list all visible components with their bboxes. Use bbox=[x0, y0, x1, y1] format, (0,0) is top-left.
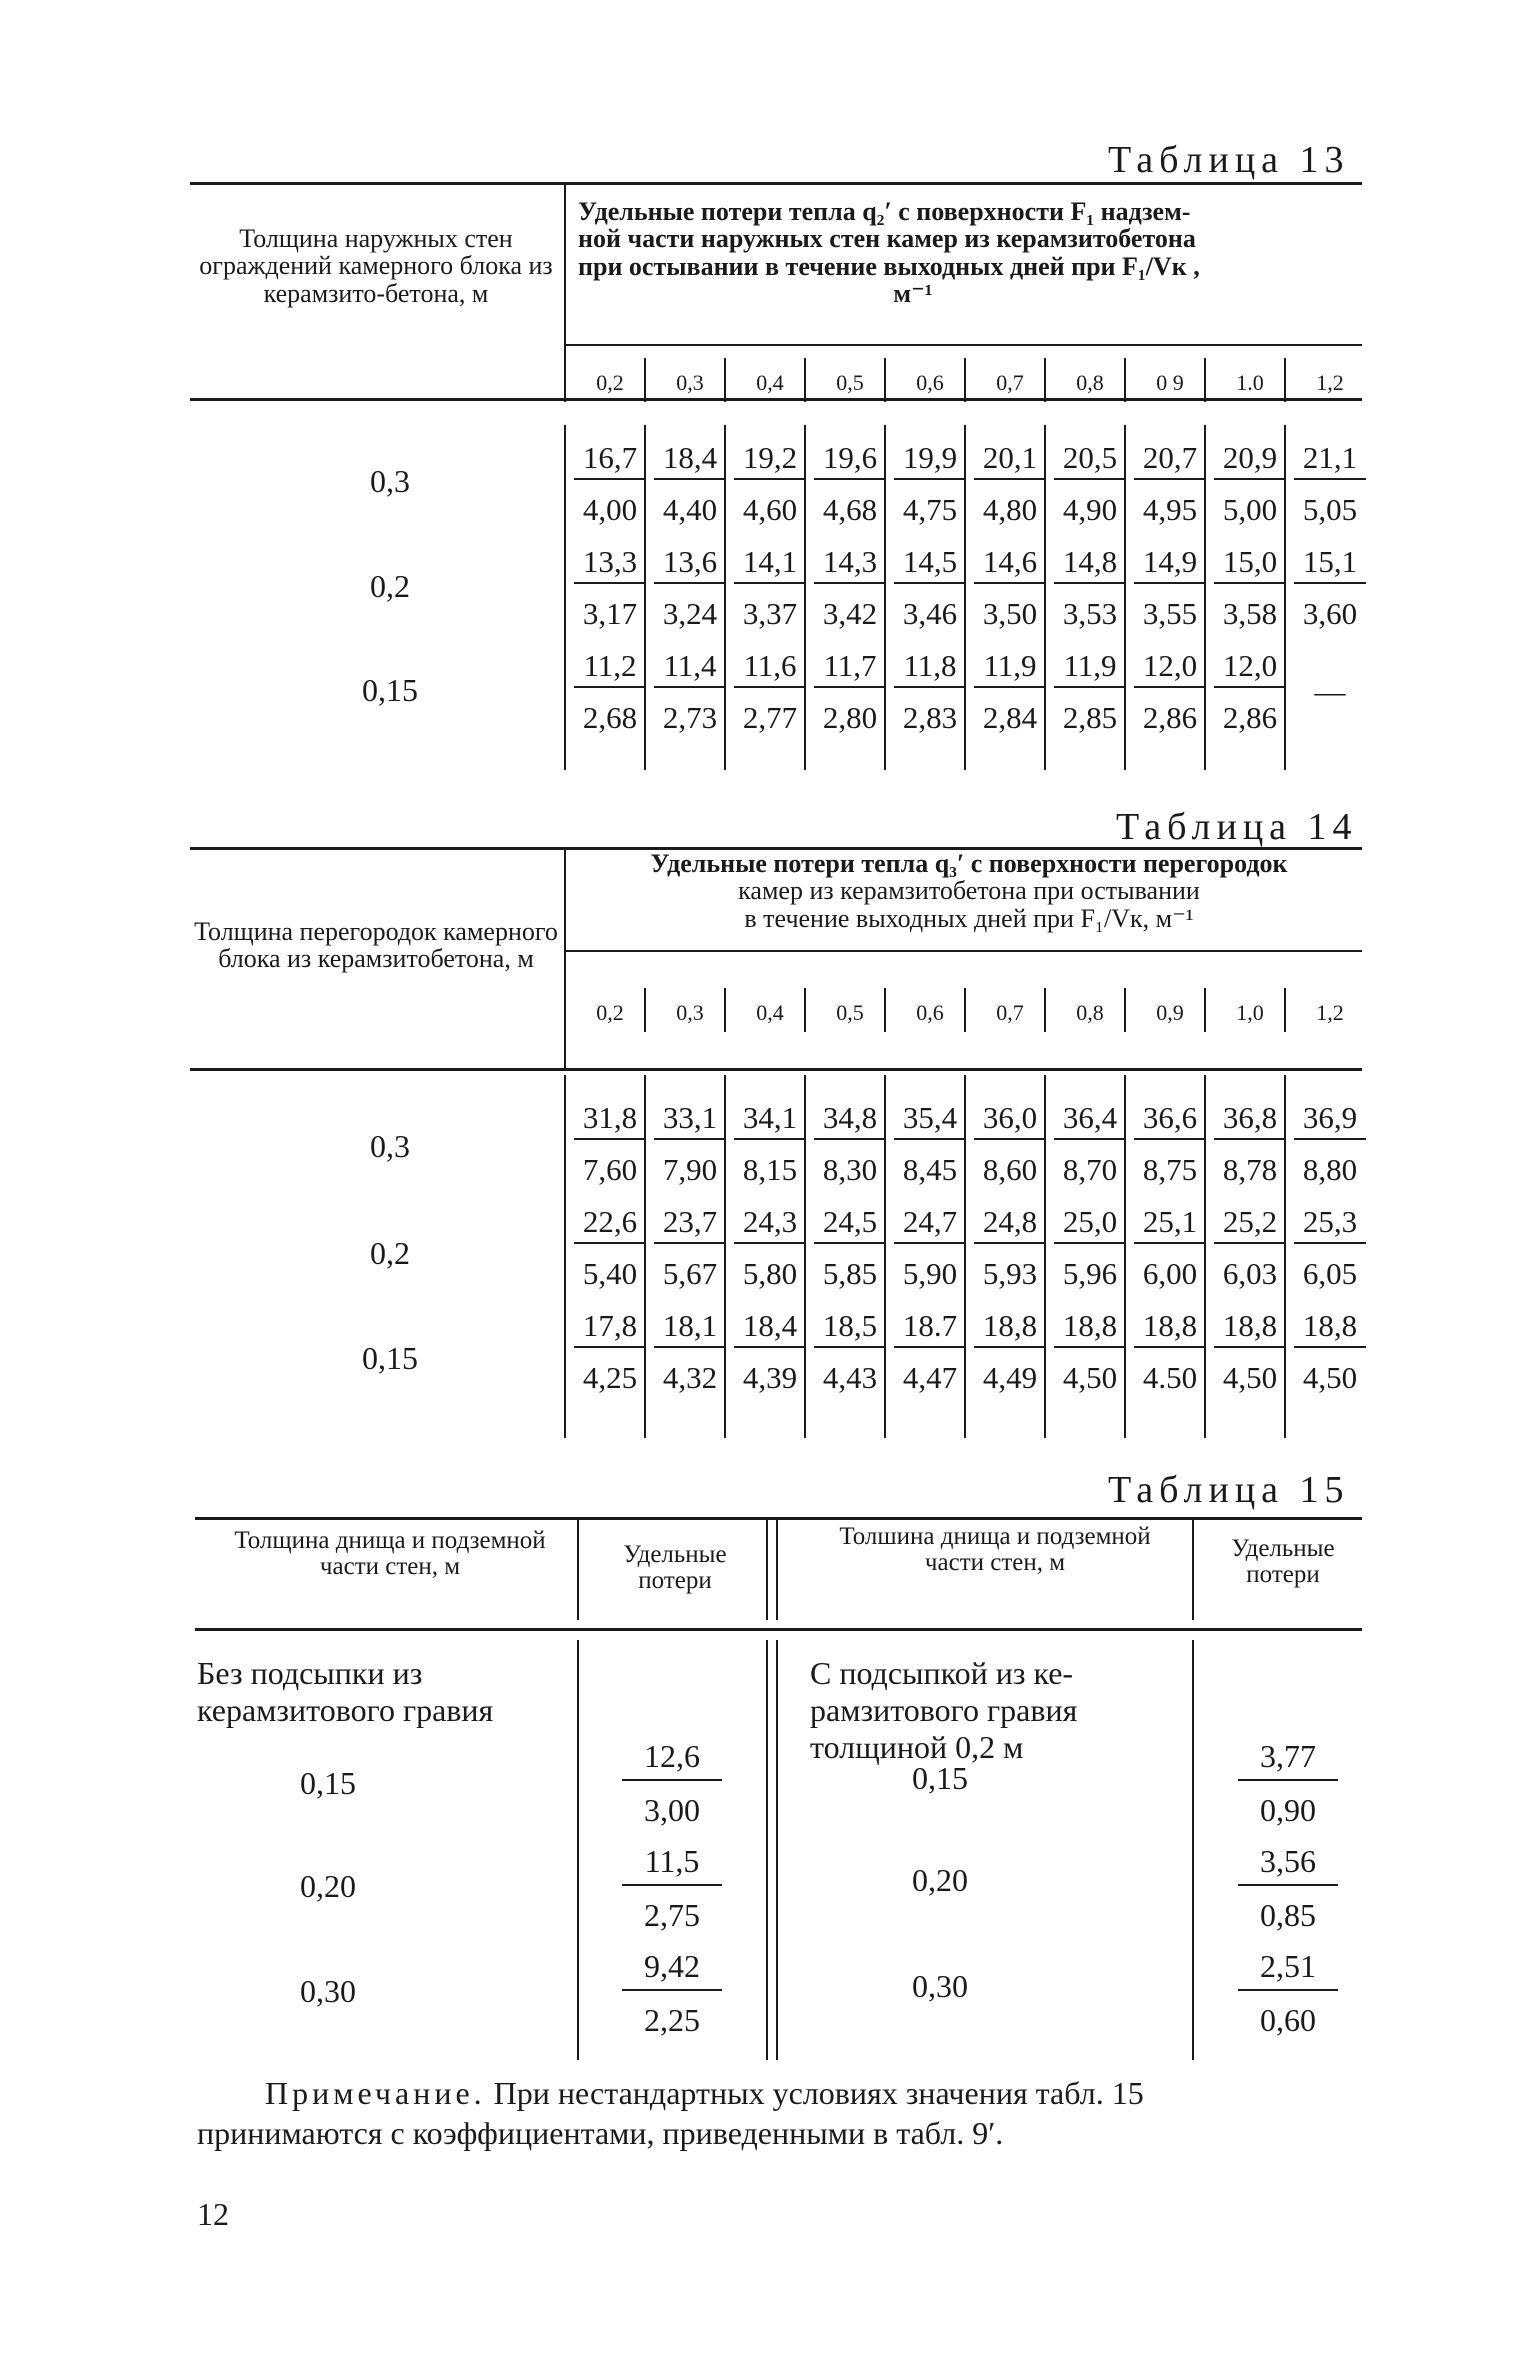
table13-column-divider bbox=[1044, 358, 1046, 402]
table14-left-header: Толщина перегородок камерного блока из керамзитобетона, м bbox=[194, 917, 558, 974]
table14-column-divider bbox=[564, 988, 566, 1032]
table13-cell-denominator: 4,60 bbox=[742, 492, 798, 527]
table13-column-divider bbox=[1124, 358, 1126, 402]
table13-cell-numerator: 16,7 bbox=[574, 440, 646, 480]
table15-divider bbox=[776, 1640, 778, 2060]
table15-top-rule bbox=[195, 1517, 1362, 1520]
table15-divider bbox=[766, 1517, 768, 1620]
table14-column-header: 0,7 bbox=[996, 1000, 1024, 1025]
table14-cell-numerator: 25,3 bbox=[1294, 1204, 1366, 1244]
table15-divider bbox=[776, 1517, 778, 1620]
table13-column-header: 0,2 bbox=[596, 370, 624, 395]
table13-cell-numerator: 15,1 bbox=[1294, 544, 1366, 584]
table13-cell-denominator: 2,77 bbox=[742, 700, 798, 735]
table14-cell-denominator: 6,05 bbox=[1302, 1256, 1358, 1291]
table14-cell-numerator: 18,8 bbox=[974, 1308, 1046, 1348]
table13-cell-numerator: 20,1 bbox=[974, 440, 1046, 480]
table13-cell-denominator: 3,50 bbox=[982, 596, 1038, 631]
table15-header-bottom-rule bbox=[195, 1628, 1362, 1631]
table15-left-thickness: 0,20 bbox=[300, 1868, 356, 1904]
table14-cell-denominator: 4,50 bbox=[1302, 1360, 1358, 1395]
table14-cell-numerator: 25,0 bbox=[1054, 1204, 1126, 1244]
table13-cell-numerator: 20,5 bbox=[1054, 440, 1126, 480]
table13-cell-numerator: 11,8 bbox=[894, 648, 966, 688]
table14-column-header: 0,9 bbox=[1156, 1000, 1184, 1025]
table14-cell-denominator: 4,50 bbox=[1062, 1360, 1118, 1395]
note-continuation: принимаются с коэффициентами, приведенными в табл. 9′. bbox=[197, 2115, 1004, 2151]
table13-cell-denominator: 4,90 bbox=[1062, 492, 1118, 527]
note-label: Примечание. bbox=[265, 2075, 486, 2111]
table13-column-header: 0,8 bbox=[1076, 370, 1104, 395]
table14-cell-denominator: 8,70 bbox=[1062, 1152, 1118, 1187]
table14-column-header: 0,2 bbox=[596, 1000, 624, 1025]
table15-header-losses-right: Удельные потери bbox=[1231, 1535, 1335, 1589]
table14-cell-numerator: 23,7 bbox=[654, 1204, 726, 1244]
table15-right-numerator: 3,77 bbox=[1238, 1738, 1338, 1781]
table15-left-denominator: 3,00 bbox=[644, 1792, 700, 1828]
table14-subheader-rule bbox=[564, 950, 1362, 952]
table13-cell-numerator: 14,1 bbox=[734, 544, 806, 584]
table13-column-divider bbox=[964, 358, 966, 402]
table15-right-numerator: 3,56 bbox=[1238, 1843, 1338, 1886]
table13-cell-numerator: 11,7 bbox=[814, 648, 886, 688]
table13-cell-numerator: 19,2 bbox=[734, 440, 806, 480]
table13-cell-denominator: 2,83 bbox=[902, 700, 958, 735]
table14-header-line: Удельные потери тепла q₃′ с поверхности перегородок bbox=[650, 849, 1288, 878]
table14-column-divider bbox=[804, 988, 806, 1032]
table13-cell-numerator: 15,0 bbox=[1214, 544, 1286, 584]
table13-cell-numerator: — bbox=[1314, 674, 1346, 709]
table14-cell-denominator: 6,00 bbox=[1142, 1256, 1198, 1291]
table13-top-rule bbox=[190, 182, 1362, 185]
table13-column-header: 1,2 bbox=[1316, 370, 1344, 395]
table14-cell-numerator: 36,4 bbox=[1054, 1100, 1126, 1140]
table13-row-thickness: 0,2 bbox=[370, 568, 410, 604]
table14-cell-denominator: 8,60 bbox=[982, 1152, 1038, 1187]
table14-cell-denominator: 4,25 bbox=[582, 1360, 638, 1395]
table14-cell-denominator: 8,30 bbox=[822, 1152, 878, 1187]
table13-column-header: 0 9 bbox=[1156, 370, 1184, 395]
table14-column-header: 0,3 bbox=[676, 1000, 704, 1025]
table13-cell-denominator: 5,05 bbox=[1302, 492, 1358, 527]
table15-right-group-label: С подсыпкой из ке-рамзитового гравия толщиной 0,2 м bbox=[810, 1655, 1078, 1765]
table13-cell-denominator: 2,86 bbox=[1142, 700, 1198, 735]
table13-cell-denominator: 3,37 bbox=[742, 596, 798, 631]
table13-subheader-rule bbox=[564, 344, 1362, 346]
table13-left-header: Толщина наружных стен ограждений камерного блока из керамзито-бетона, м bbox=[199, 224, 553, 308]
table14-cell-denominator: 5,85 bbox=[822, 1256, 878, 1291]
table13-cell-denominator: 3,24 bbox=[662, 596, 718, 631]
table15-right-numerator: 2,51 bbox=[1238, 1948, 1338, 1991]
table13-column-header: 1.0 bbox=[1236, 370, 1264, 395]
table14-cell-denominator: 5,93 bbox=[982, 1256, 1038, 1291]
table14-cell-numerator: 36,6 bbox=[1134, 1100, 1206, 1140]
table14-cell-numerator: 25,1 bbox=[1134, 1204, 1206, 1244]
table14-cell-denominator: 4,47 bbox=[902, 1360, 958, 1395]
table15-divider bbox=[766, 1640, 768, 2060]
table13-cell-numerator: 11,4 bbox=[654, 648, 726, 688]
table15-caption: Таблица 15 bbox=[1108, 1469, 1350, 1511]
table15-left-numerator: 12,6 bbox=[622, 1738, 722, 1781]
table13-cell-denominator: 4,95 bbox=[1142, 492, 1198, 527]
table14-cell-numerator: 36,0 bbox=[974, 1100, 1046, 1140]
table14-cell-denominator: 8,80 bbox=[1302, 1152, 1358, 1187]
table14-row-thickness: 0,3 bbox=[370, 1128, 410, 1164]
table15-right-denominator: 0,90 bbox=[1260, 1792, 1316, 1828]
table15-left-denominator: 2,75 bbox=[644, 1897, 700, 1933]
table14-cell-denominator: 4,50 bbox=[1222, 1360, 1278, 1395]
table14-cell-numerator: 34,1 bbox=[734, 1100, 806, 1140]
table15-left-denominator: 2,25 bbox=[644, 2002, 700, 2038]
table14-cell-denominator: 8,45 bbox=[902, 1152, 958, 1187]
table14-column-header: 1,2 bbox=[1316, 1000, 1344, 1025]
table13-column-divider bbox=[644, 358, 646, 402]
table13-cell-denominator: 4,75 bbox=[902, 492, 958, 527]
table15-right-denominator: 0,60 bbox=[1260, 2002, 1316, 2038]
table14-cell-numerator: 18,8 bbox=[1294, 1308, 1366, 1348]
table14-cell-denominator: 5,80 bbox=[742, 1256, 798, 1291]
table13-column-header: 0,3 bbox=[676, 370, 704, 395]
table14-cell-numerator: 22,6 bbox=[574, 1204, 646, 1244]
table14-cell-numerator: 24,8 bbox=[974, 1204, 1046, 1244]
table13-column-header: 0,7 bbox=[996, 370, 1024, 395]
table14-column-divider bbox=[1044, 988, 1046, 1032]
table13-header-unit: м⁻¹ bbox=[893, 278, 933, 308]
table13-cell-numerator: 11,6 bbox=[734, 648, 806, 688]
table14-column-header: 0,4 bbox=[756, 1000, 784, 1025]
table15-left-numerator: 9,42 bbox=[622, 1948, 722, 1991]
table13-column-divider bbox=[724, 358, 726, 402]
table13-cell-numerator: 14,3 bbox=[814, 544, 886, 584]
table15-left-numerator: 11,5 bbox=[622, 1843, 722, 1886]
table14-header-line: камер из керамзитобетона при остывании bbox=[738, 876, 1200, 906]
table14-cell-denominator: 8,75 bbox=[1142, 1152, 1198, 1187]
table14-cell-denominator: 7,90 bbox=[662, 1152, 718, 1187]
table13-cell-denominator: 3,46 bbox=[902, 596, 958, 631]
table13-column-divider bbox=[1284, 358, 1286, 402]
table13-cell-numerator: 14,5 bbox=[894, 544, 966, 584]
table13-cell-numerator: 19,9 bbox=[894, 440, 966, 480]
table13-column-divider bbox=[884, 358, 886, 402]
table14-column-divider bbox=[564, 1075, 566, 1438]
table15-divider bbox=[577, 1640, 579, 2060]
table13-cell-numerator: 13,3 bbox=[574, 544, 646, 584]
table15-left-thickness: 0,15 bbox=[300, 1765, 356, 1801]
table13-cell-denominator: 2,80 bbox=[822, 700, 878, 735]
table14-cell-numerator: 18,8 bbox=[1054, 1308, 1126, 1348]
table14-cell-numerator: 18,8 bbox=[1134, 1308, 1206, 1348]
table13-cell-numerator: 14,6 bbox=[974, 544, 1046, 584]
table13-cell-denominator: 2,84 bbox=[982, 700, 1038, 735]
table14-cell-numerator: 34,8 bbox=[814, 1100, 886, 1140]
table13-row-thickness: 0,3 bbox=[370, 463, 410, 499]
table14-column-divider bbox=[964, 988, 966, 1032]
table13-cell-denominator: 4,00 bbox=[582, 492, 638, 527]
table13-cell-numerator: 21,1 bbox=[1294, 440, 1366, 480]
table14-cell-denominator: 4,49 bbox=[982, 1360, 1038, 1395]
table13-cell-numerator: 12,0 bbox=[1214, 648, 1286, 688]
table14-cell-numerator: 24,5 bbox=[814, 1204, 886, 1244]
table13-cell-numerator: 20,7 bbox=[1134, 440, 1206, 480]
table13-cell-numerator: 11,9 bbox=[1054, 648, 1126, 688]
table13-right-header bbox=[578, 198, 1368, 307]
table13-cell-denominator: 4,40 bbox=[662, 492, 718, 527]
table13-cell-denominator: 3,42 bbox=[822, 596, 878, 631]
table13-cell-denominator: 3,17 bbox=[582, 596, 638, 631]
table14-column-divider bbox=[1124, 988, 1126, 1032]
table14-column-header: 0,6 bbox=[916, 1000, 944, 1025]
table14-cell-denominator: 4,32 bbox=[662, 1360, 718, 1395]
table13-column-header: 0,5 bbox=[836, 370, 864, 395]
table15-header-thickness-right: Толшина днища и подземной части стен, м bbox=[839, 1523, 1151, 1577]
table14-caption: Таблица 14 bbox=[1116, 806, 1358, 848]
table15-header-thickness-left: Толщина днища и подземной части стен, м bbox=[234, 1527, 546, 1581]
table13-column-divider bbox=[804, 358, 806, 402]
table14-cell-denominator: 8,15 bbox=[742, 1152, 798, 1187]
table15-right-thickness: 0,15 bbox=[912, 1760, 968, 1796]
table13-cell-denominator: 3,60 bbox=[1302, 596, 1358, 631]
table13-cell-denominator: 4,68 bbox=[822, 492, 878, 527]
table13-cell-numerator: 19,6 bbox=[814, 440, 886, 480]
table13-caption: Таблица 13 bbox=[1108, 139, 1350, 181]
table14-cell-denominator: 8,78 bbox=[1222, 1152, 1278, 1187]
table13-cell-numerator: 18,4 bbox=[654, 440, 726, 480]
table14-cell-numerator: 36,8 bbox=[1214, 1100, 1286, 1140]
table14-header-divider bbox=[564, 847, 566, 1069]
table14-cell-numerator: 18,8 bbox=[1214, 1308, 1286, 1348]
table13-cell-denominator: 2,73 bbox=[662, 700, 718, 735]
table14-header-bottom-rule bbox=[190, 1068, 1362, 1071]
table14-cell-numerator: 24,7 bbox=[894, 1204, 966, 1244]
table14-column-header: 0,8 bbox=[1076, 1000, 1104, 1025]
table14-column-header: 0,5 bbox=[836, 1000, 864, 1025]
page-number: 12 bbox=[197, 2196, 229, 2232]
table13-cell-denominator: 2,68 bbox=[582, 700, 638, 735]
table14-row-thickness: 0,2 bbox=[370, 1235, 410, 1271]
table14-row-thickness: 0,15 bbox=[362, 1340, 418, 1376]
table14-cell-numerator: 25,2 bbox=[1214, 1204, 1286, 1244]
table14-column-divider bbox=[724, 988, 726, 1032]
table13-column-divider bbox=[564, 358, 566, 402]
table14-cell-denominator: 6,03 bbox=[1222, 1256, 1278, 1291]
table13-column-header: 0,6 bbox=[916, 370, 944, 395]
table13-cell-denominator: 5,00 bbox=[1222, 492, 1278, 527]
table14-column-header: 1,0 bbox=[1236, 1000, 1264, 1025]
table14-cell-numerator: 33,1 bbox=[654, 1100, 726, 1140]
table13-header-line: ной части наружных стен камер из керамзитобетона bbox=[578, 224, 1196, 254]
table13-cell-numerator: 14,9 bbox=[1134, 544, 1206, 584]
table13-header-bottom-rule bbox=[190, 398, 1362, 401]
table14-cell-denominator: 5,40 bbox=[582, 1256, 638, 1291]
table13-cell-numerator: 11,9 bbox=[974, 648, 1046, 688]
table14-cell-numerator: 17,8 bbox=[574, 1308, 646, 1348]
table14-cell-denominator: 4,43 bbox=[822, 1360, 878, 1395]
table13-row-thickness: 0,15 bbox=[362, 672, 418, 708]
table15-left-group-label: Без подсыпки из керамзитового гравия bbox=[197, 1655, 494, 1728]
table13-cell-numerator: 12,0 bbox=[1134, 648, 1206, 688]
table14-header-line: в течение выходных дней при F₁/Vк, м⁻¹ bbox=[744, 903, 1194, 933]
table14-cell-numerator: 24,3 bbox=[734, 1204, 806, 1244]
table15-divider bbox=[577, 1517, 579, 1620]
table14-cell-denominator: 4.50 bbox=[1142, 1360, 1198, 1395]
table13-cell-numerator: 13,6 bbox=[654, 544, 726, 584]
note bbox=[265, 2075, 1365, 2112]
table15-right-thickness: 0,20 bbox=[912, 1862, 968, 1898]
table14-cell-denominator: 5,67 bbox=[662, 1256, 718, 1291]
table14-cell-numerator: 18,5 bbox=[814, 1308, 886, 1348]
table13-cell-denominator: 3,58 bbox=[1222, 596, 1278, 631]
table15-divider bbox=[1192, 1517, 1194, 1620]
table14-cell-denominator: 5,90 bbox=[902, 1256, 958, 1291]
table14-column-divider bbox=[1204, 988, 1206, 1032]
table13-cell-denominator: 4,80 bbox=[982, 492, 1038, 527]
table14-cell-denominator: 5,96 bbox=[1062, 1256, 1118, 1291]
table14-column-divider bbox=[1284, 988, 1286, 1032]
note-text: При нестандартных условиях значения табл. 15 bbox=[493, 2075, 1144, 2111]
table13-cell-denominator: 2,85 bbox=[1062, 700, 1118, 735]
table13-cell-denominator: 3,53 bbox=[1062, 596, 1118, 631]
table13-cell-numerator: 11,2 bbox=[574, 648, 646, 688]
table15-right-denominator: 0,85 bbox=[1260, 1897, 1316, 1933]
table13-header-line: Удельные потери тепла q₂′ с поверхности F₁ надзем- bbox=[578, 197, 1191, 226]
table14-cell-numerator: 18,1 bbox=[654, 1308, 726, 1348]
table13-cell-numerator: 20,9 bbox=[1214, 440, 1286, 480]
table14-cell-numerator: 36,9 bbox=[1294, 1100, 1366, 1140]
table15-divider bbox=[1192, 1640, 1194, 2060]
table14-cell-numerator: 31,8 bbox=[574, 1100, 646, 1140]
table13-cell-denominator: 2,86 bbox=[1222, 700, 1278, 735]
table13-column-divider bbox=[564, 425, 566, 770]
table14-cell-numerator: 35,4 bbox=[894, 1100, 966, 1140]
table13-cell-numerator: 14,8 bbox=[1054, 544, 1126, 584]
table15-left-thickness: 0,30 bbox=[300, 1973, 356, 2009]
table14-cell-denominator: 4,39 bbox=[742, 1360, 798, 1395]
table13-column-header: 0,4 bbox=[756, 370, 784, 395]
table14-cell-denominator: 7,60 bbox=[582, 1152, 638, 1187]
table14-column-divider bbox=[644, 988, 646, 1032]
table15-header-losses-left: Удельные потери bbox=[623, 1541, 727, 1595]
table13-header-line: при остывании в течение выходных дней при F₁/Vк , bbox=[578, 251, 1200, 281]
table14-cell-numerator: 18.7 bbox=[894, 1308, 966, 1348]
table13-cell-denominator: 3,55 bbox=[1142, 596, 1198, 631]
table14-column-divider bbox=[884, 988, 886, 1032]
table14-right-header bbox=[574, 850, 1364, 932]
table14-cell-numerator: 18,4 bbox=[734, 1308, 806, 1348]
table13-column-divider bbox=[1204, 358, 1206, 402]
table15-right-thickness: 0,30 bbox=[912, 1968, 968, 2004]
